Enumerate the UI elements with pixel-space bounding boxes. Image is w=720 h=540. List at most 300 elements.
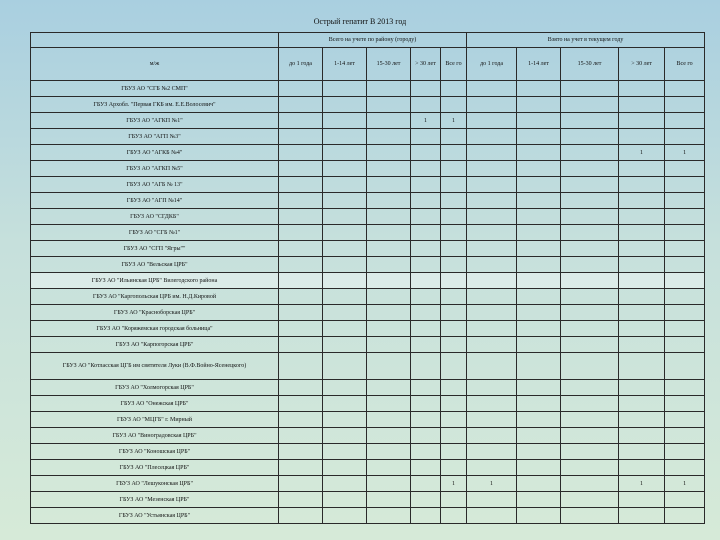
table-cell — [441, 353, 467, 380]
table-cell — [323, 444, 367, 460]
table-cell — [517, 177, 561, 193]
table-cell — [561, 129, 619, 145]
table-cell — [367, 289, 411, 305]
table-cell — [367, 396, 411, 412]
table-cell — [467, 257, 517, 273]
table-cell — [279, 145, 323, 161]
table-cell — [411, 380, 441, 396]
table-cell — [665, 321, 705, 337]
institution-name: ГБУЗ АО "Устьянская ЦРБ" — [31, 508, 279, 524]
table-cell — [665, 380, 705, 396]
table-cell — [467, 428, 517, 444]
table-cell — [441, 161, 467, 177]
table-cell — [665, 305, 705, 321]
table-cell — [517, 113, 561, 129]
table-cell — [665, 492, 705, 508]
table-cell — [665, 428, 705, 444]
table-cell — [279, 305, 323, 321]
hepatitis-table — [30, 32, 705, 524]
table-cell — [517, 508, 561, 524]
table-cell — [467, 241, 517, 257]
table-cell — [367, 177, 411, 193]
table-cell — [323, 113, 367, 129]
table-cell — [279, 273, 323, 289]
table-row — [31, 412, 705, 428]
table-cell — [367, 113, 411, 129]
table-cell — [323, 193, 367, 209]
table-cell — [411, 161, 441, 177]
table-cell — [323, 81, 367, 97]
table-cell — [561, 380, 619, 396]
table-cell — [323, 289, 367, 305]
table-cell — [323, 337, 367, 353]
table-row — [31, 193, 705, 209]
institution-name: ГБУЗ АО "АГП №14" — [31, 193, 279, 209]
table-cell — [619, 396, 665, 412]
table-cell — [619, 337, 665, 353]
table-cell — [323, 353, 367, 380]
table-cell — [561, 193, 619, 209]
table-cell — [323, 476, 367, 492]
table-cell — [323, 241, 367, 257]
column-header-over30: > 30 лет — [411, 48, 441, 81]
table-cell — [279, 380, 323, 396]
table-cell — [619, 113, 665, 129]
table-cell — [279, 476, 323, 492]
table-cell — [619, 97, 665, 113]
table-cell — [441, 428, 467, 444]
table-cell — [517, 129, 561, 145]
column-header-total: Все го — [665, 48, 705, 81]
table-cell — [441, 321, 467, 337]
table-cell — [665, 209, 705, 225]
table-cell — [665, 273, 705, 289]
table-cell — [323, 508, 367, 524]
table-cell — [279, 241, 323, 257]
table-cell — [467, 161, 517, 177]
table-cell — [323, 412, 367, 428]
table-cell — [367, 321, 411, 337]
table-cell — [411, 492, 441, 508]
table-cell — [279, 337, 323, 353]
table-cell — [619, 81, 665, 97]
institution-name: ГБУЗ АО "Мезенская ЦРБ" — [31, 492, 279, 508]
table-cell: 1 — [665, 145, 705, 161]
table-cell — [323, 380, 367, 396]
institution-name: ГБУЗ АО "АГБ № 13" — [31, 177, 279, 193]
table-cell: 1 — [411, 113, 441, 129]
table-cell — [619, 241, 665, 257]
table-cell — [517, 273, 561, 289]
column-header-over30: > 30 лет — [619, 48, 665, 81]
table-cell — [411, 444, 441, 460]
table-cell — [279, 161, 323, 177]
table-row — [31, 177, 705, 193]
table-cell — [279, 460, 323, 476]
institution-name: ГБУЗ АО "Онежская ЦРБ" — [31, 396, 279, 412]
table-cell — [441, 145, 467, 161]
table-cell — [441, 337, 467, 353]
column-header-1-14: 1-14 лет — [517, 48, 561, 81]
table-cell — [517, 225, 561, 241]
table-cell — [619, 508, 665, 524]
institution-name: ГБУЗ АО "АГКБ №4" — [31, 145, 279, 161]
table-cell — [279, 193, 323, 209]
table-cell — [323, 129, 367, 145]
table-cell — [619, 225, 665, 241]
table-cell — [279, 97, 323, 113]
table-row — [31, 273, 705, 289]
table-cell — [367, 241, 411, 257]
table-cell — [323, 257, 367, 273]
table-cell — [467, 81, 517, 97]
table-cell — [561, 492, 619, 508]
table-cell — [561, 396, 619, 412]
table-cell — [561, 508, 619, 524]
table-cell — [411, 396, 441, 412]
table-cell — [367, 161, 411, 177]
table-cell — [367, 209, 411, 225]
table-cell — [467, 492, 517, 508]
table-cell — [619, 353, 665, 380]
table-cell — [665, 337, 705, 353]
table-row — [31, 145, 705, 161]
table-cell — [279, 129, 323, 145]
institution-name: ГБУЗ АО "Коношская ЦРБ" — [31, 444, 279, 460]
table-cell — [411, 289, 441, 305]
table-cell — [619, 177, 665, 193]
table-cell — [323, 145, 367, 161]
table-cell — [561, 209, 619, 225]
table-cell — [467, 129, 517, 145]
table-cell — [279, 113, 323, 129]
table-cell — [279, 81, 323, 97]
table-cell — [665, 81, 705, 97]
table-cell — [411, 257, 441, 273]
table-cell — [561, 177, 619, 193]
table-cell — [411, 81, 441, 97]
table-cell — [467, 444, 517, 460]
table-cell — [561, 97, 619, 113]
table-row — [31, 241, 705, 257]
table-cell — [561, 353, 619, 380]
table-cell — [517, 353, 561, 380]
table-cell — [619, 129, 665, 145]
table-cell — [619, 161, 665, 177]
institution-name: ГБУЗ АО "Виноградовская ЦРБ" — [31, 428, 279, 444]
table-cell — [367, 225, 411, 241]
table-cell — [467, 113, 517, 129]
table-cell — [665, 412, 705, 428]
table-cell — [323, 225, 367, 241]
table-cell — [517, 396, 561, 412]
table-cell — [367, 81, 411, 97]
table-cell — [323, 97, 367, 113]
table-cell — [517, 476, 561, 492]
table-cell — [561, 337, 619, 353]
table-cell — [665, 161, 705, 177]
table-cell — [561, 257, 619, 273]
table-row — [31, 337, 705, 353]
table-cell — [467, 508, 517, 524]
column-header-under1: до 1 года — [279, 48, 323, 81]
table-cell — [441, 241, 467, 257]
table-cell — [367, 460, 411, 476]
table-row — [31, 209, 705, 225]
table-cell — [517, 81, 561, 97]
table-cell — [367, 193, 411, 209]
table-cell — [517, 412, 561, 428]
table-cell — [279, 428, 323, 444]
table-cell — [517, 337, 561, 353]
table-cell — [619, 428, 665, 444]
table-cell — [279, 257, 323, 273]
table-cell — [367, 145, 411, 161]
table-cell — [517, 321, 561, 337]
table-cell — [279, 177, 323, 193]
institution-name: ГБУЗ АО "Карпогорская ЦРБ" — [31, 337, 279, 353]
table-cell — [517, 305, 561, 321]
table-cell — [323, 209, 367, 225]
table-cell — [367, 444, 411, 460]
table-cell — [467, 380, 517, 396]
table-cell — [467, 145, 517, 161]
table-cell — [619, 289, 665, 305]
table-cell — [619, 193, 665, 209]
table-cell — [561, 225, 619, 241]
table-cell — [411, 460, 441, 476]
group-header-district: Всего на учете по району (городу) — [279, 33, 467, 48]
table-cell — [517, 193, 561, 209]
table-cell — [467, 337, 517, 353]
table-cell — [561, 305, 619, 321]
table-cell — [411, 305, 441, 321]
table-cell — [367, 508, 411, 524]
table-row — [31, 508, 705, 524]
table-cell — [467, 225, 517, 241]
table-cell — [665, 177, 705, 193]
table-row — [31, 129, 705, 145]
table-cell — [441, 460, 467, 476]
table-row — [31, 257, 705, 273]
table-cell — [619, 492, 665, 508]
table-cell — [561, 444, 619, 460]
table-cell — [441, 209, 467, 225]
table-row — [31, 492, 705, 508]
table-cell — [323, 460, 367, 476]
institution-name: ГБУЗ АО "Каргопольская ЦРБ им. Н.Д.Кировой — [31, 289, 279, 305]
table-cell — [619, 460, 665, 476]
table-cell — [467, 460, 517, 476]
table-row — [31, 305, 705, 321]
table-cell — [323, 177, 367, 193]
institution-name: ГБУЗ АО "СГБ №2 СМП" — [31, 81, 279, 97]
table-cell — [411, 225, 441, 241]
institution-name: ГБУЗ АО "МЦГБ" г. Мирный — [31, 412, 279, 428]
table-cell — [441, 289, 467, 305]
table-cell — [367, 257, 411, 273]
table-cell — [665, 193, 705, 209]
table-row — [31, 444, 705, 460]
table-cell — [467, 193, 517, 209]
group-header-current-year: Взято на учет в текущем году — [467, 33, 705, 48]
table-cell — [323, 428, 367, 444]
table-row — [31, 476, 705, 492]
table-cell — [441, 81, 467, 97]
table-row — [31, 321, 705, 337]
table-cell — [561, 145, 619, 161]
table-cell — [665, 289, 705, 305]
table-cell — [367, 273, 411, 289]
column-header-name: м/ж — [31, 48, 279, 81]
table-cell — [411, 193, 441, 209]
column-header-total: Все го — [441, 48, 467, 81]
table-cell — [561, 412, 619, 428]
table-cell — [561, 241, 619, 257]
table-cell — [665, 97, 705, 113]
table-cell — [411, 129, 441, 145]
table-cell — [367, 380, 411, 396]
table-cell — [441, 380, 467, 396]
table-cell — [279, 289, 323, 305]
page-title: Острый гепатит В 2013 год — [313, 17, 407, 26]
table-cell — [323, 273, 367, 289]
table-cell — [467, 177, 517, 193]
table-row — [31, 380, 705, 396]
table-cell — [367, 129, 411, 145]
table-cell — [665, 257, 705, 273]
table-cell — [561, 161, 619, 177]
table-row — [31, 113, 705, 129]
institution-name: ГБУЗ АО "Плесецкая ЦРБ" — [31, 460, 279, 476]
table-cell — [411, 241, 441, 257]
table-cell — [467, 289, 517, 305]
institution-name: ГБУЗ АО "АГКП №5" — [31, 161, 279, 177]
table-cell — [367, 428, 411, 444]
column-header-15-30: 15-30 лет — [367, 48, 411, 81]
table-cell — [467, 209, 517, 225]
table-cell — [517, 257, 561, 273]
table-cell — [323, 305, 367, 321]
table-cell — [441, 225, 467, 241]
table-cell — [619, 321, 665, 337]
table-cell — [665, 444, 705, 460]
table-cell — [367, 337, 411, 353]
table-row — [31, 396, 705, 412]
table-cell — [665, 353, 705, 380]
table-cell — [323, 492, 367, 508]
table-cell — [467, 412, 517, 428]
table-row — [31, 460, 705, 476]
table-cell — [441, 305, 467, 321]
institution-name: ГБУЗ АО "АГП №3" — [31, 129, 279, 145]
institution-name: ГБУЗ Архобл. "Первая ГКБ им. Е.Е.Волосевич" — [31, 97, 279, 113]
table-cell — [665, 460, 705, 476]
table-cell — [441, 177, 467, 193]
column-header-15-30: 15-30 лет — [561, 48, 619, 81]
table-cell — [517, 145, 561, 161]
table-cell — [619, 209, 665, 225]
table-cell — [517, 209, 561, 225]
table-cell — [517, 460, 561, 476]
table-cell — [367, 476, 411, 492]
table-row — [31, 225, 705, 241]
column-header-1-14: 1-14 лет — [323, 48, 367, 81]
table-cell — [323, 161, 367, 177]
table-cell: 1 — [441, 476, 467, 492]
table-cell: 1 — [619, 145, 665, 161]
table-cell — [441, 492, 467, 508]
table-cell — [467, 305, 517, 321]
table-cell — [665, 113, 705, 129]
table-cell — [367, 492, 411, 508]
table-cell — [561, 321, 619, 337]
table-cell — [561, 476, 619, 492]
table-cell — [441, 412, 467, 428]
table-cell — [619, 444, 665, 460]
table-cell — [411, 428, 441, 444]
table-cell — [441, 444, 467, 460]
table-cell — [441, 396, 467, 412]
table-cell — [517, 444, 561, 460]
table-cell — [561, 81, 619, 97]
table-cell — [411, 209, 441, 225]
table-row — [31, 81, 705, 97]
table-cell — [279, 353, 323, 380]
table-cell — [561, 460, 619, 476]
table-cell — [279, 396, 323, 412]
table-row — [31, 353, 705, 380]
table-cell — [367, 353, 411, 380]
table-cell — [665, 225, 705, 241]
institution-name: ГБУЗ АО "СГБ №1" — [31, 225, 279, 241]
institution-name: ГБУЗ АО "Котласская ЦГБ им святителя Луки (В.Ф.Войно-Ясенецкого) — [31, 353, 279, 380]
table-cell — [411, 337, 441, 353]
table-cell — [561, 113, 619, 129]
table-cell — [441, 97, 467, 113]
institution-name: ГБУЗ АО "Вельская ЦРБ" — [31, 257, 279, 273]
table-cell — [561, 289, 619, 305]
table-cell — [619, 273, 665, 289]
table-cell — [665, 508, 705, 524]
table-cell — [411, 412, 441, 428]
table-cell — [619, 257, 665, 273]
table-row — [31, 161, 705, 177]
table-cell — [467, 97, 517, 113]
table-cell — [467, 353, 517, 380]
table-cell — [467, 273, 517, 289]
table-cell — [411, 476, 441, 492]
table-cell — [441, 508, 467, 524]
table-cell — [441, 129, 467, 145]
table-cell — [279, 444, 323, 460]
table-cell — [279, 209, 323, 225]
table-cell — [665, 129, 705, 145]
name-header-spacer — [31, 33, 279, 48]
table-cell — [467, 396, 517, 412]
table-cell — [619, 380, 665, 396]
table-cell — [441, 257, 467, 273]
institution-name: ГБУЗ АО "АГКП №1" — [31, 113, 279, 129]
table-cell: 1 — [665, 476, 705, 492]
table-cell: 1 — [619, 476, 665, 492]
table-cell — [517, 428, 561, 444]
table-cell — [517, 161, 561, 177]
table-cell — [279, 225, 323, 241]
institution-name: ГБУЗ АО "Красноборская ЦРБ" — [31, 305, 279, 321]
table-cell — [411, 177, 441, 193]
table-row — [31, 97, 705, 113]
